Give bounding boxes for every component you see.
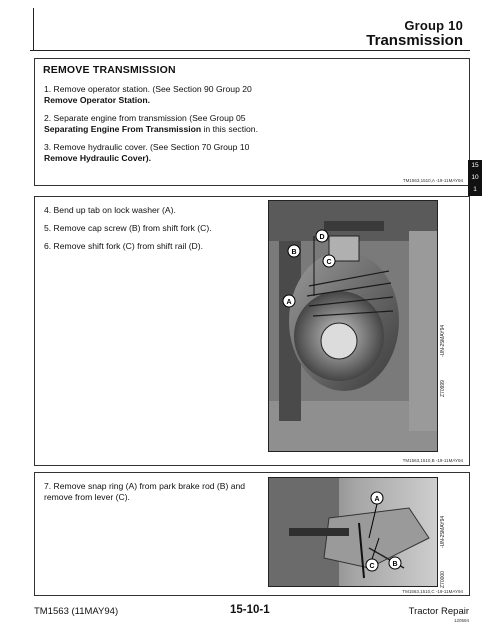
- doc-title: Tractor Repair: [408, 606, 469, 617]
- step-2: 2. Separate engine from transmission (See Group 05 Separating Engine From Transmission in this section.: [44, 113, 258, 134]
- photo-code: Z70000: [440, 571, 446, 588]
- group-label: Group 10: [404, 18, 463, 33]
- left-margin-rule: [33, 8, 34, 50]
- step-1: 1. Remove operator station. (See Section 90 Group 20 Remove Operator Station.: [44, 84, 252, 105]
- photo-code-suffix: -UN-25MAY94: [440, 515, 446, 548]
- manual-id: TM1563 (11MAY94): [34, 606, 119, 617]
- section-tab-10: 10: [468, 172, 482, 184]
- shift-fork-panel: [34, 196, 470, 466]
- step-5: 5. Remove cap screw (B) from shift fork (C).: [44, 223, 212, 233]
- callout-b: B: [291, 249, 297, 256]
- reference-code: TM1563,1510,B -19-11MAY94: [402, 458, 463, 463]
- reference-code: TM1563,1510,C -19-11MAY94: [402, 589, 463, 594]
- remove-transmission-panel: [34, 58, 470, 186]
- section-tab-15: 15: [468, 160, 482, 172]
- photo-code-suffix: -UN-25MAY94: [440, 324, 446, 357]
- page-number: 15-10-1: [230, 604, 270, 616]
- callout-a: A: [286, 299, 292, 306]
- callout-d: D: [319, 234, 325, 241]
- step-4: 4. Bend up tab on lock washer (A).: [44, 205, 176, 215]
- step-7: 7. Remove snap ring (A) from park brake rod (B) and remove from lever (C).: [44, 481, 246, 502]
- park-brake-photo: [268, 477, 438, 587]
- photo-code: Z70999: [440, 380, 446, 397]
- section-heading: REMOVE TRANSMISSION: [43, 64, 176, 76]
- callout-b: B: [392, 561, 398, 568]
- transmission-photo: [268, 200, 438, 452]
- park-brake-photo-illustration: [269, 478, 438, 587]
- park-brake-panel: [34, 472, 470, 596]
- step-6: 6. Remove shift fork (C) from shift rail (D).: [44, 241, 204, 251]
- page-title: Transmission: [366, 32, 463, 49]
- transmission-photo-illustration: [269, 201, 438, 452]
- reference-code: TM1563,1510,A -19-11MAY94: [402, 178, 463, 183]
- callout-c: C: [369, 563, 375, 570]
- print-code: 120594: [453, 618, 469, 623]
- section-tab-1: 1: [468, 184, 482, 196]
- callout-a: A: [374, 496, 380, 503]
- header-rule: [30, 50, 470, 51]
- step-3: 3. Remove hydraulic cover. (See Section 70 Group 10 Remove Hydraulic Cover).: [44, 142, 250, 163]
- callout-c: C: [326, 259, 332, 266]
